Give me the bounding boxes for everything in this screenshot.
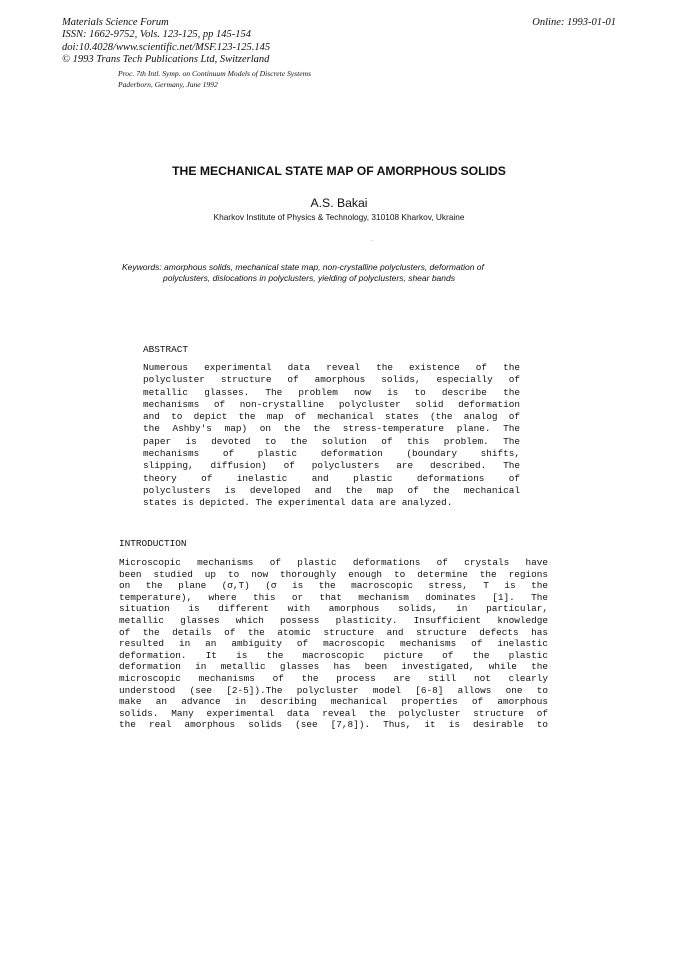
copyright-line: © 1993 Trans Tech Publications Ltd, Switzerland <box>62 53 270 65</box>
abstract-line: theory of inelastic and plastic deformations of <box>143 472 520 484</box>
journal-name: Materials Science Forum <box>62 17 169 28</box>
introduction-line: the real amorphous solids (see [7,8]). Thus, it is desirable to <box>119 719 548 731</box>
proceedings-note <box>118 68 311 90</box>
abstract-line: metallic glasses. The problem now is to describe the <box>143 386 520 398</box>
author-affiliation: Kharkov Institute of Physics & Technology, 310108 Kharkov, Ukraine <box>213 212 465 222</box>
abstract-line: mechanisms of plastic deformation (boundary shifts, <box>143 448 520 460</box>
online-date: Online: 1993-01-01 <box>532 17 616 28</box>
abstract-line: and to depict the map of mechanical states (the analog of <box>143 411 520 423</box>
introduction-body <box>119 557 548 731</box>
proceedings-line: Proc. 7th Intl. Symp. on Continuum Models of Discrete Systems <box>118 69 312 78</box>
author-name: A.S. Bakai <box>310 196 368 210</box>
introduction-line: metallic glasses which possess plasticity. Insufficient knowledge <box>119 614 548 626</box>
keywords-block <box>122 262 484 284</box>
abstract-line: the Ashby's map) on the the stress-temperature plane. The <box>143 423 520 435</box>
abstract-line: states is depicted. The experimental data are analyzed. <box>143 497 453 509</box>
abstract-body <box>143 362 520 510</box>
paper-title: THE MECHANICAL STATE MAP OF AMORPHOUS SOLIDS <box>172 164 506 178</box>
introduction-line: Microscopic mechanisms of plastic deformations of crystals have <box>119 557 548 568</box>
introduction-line: microscopic mechanisms of the process are still not clearly <box>119 672 548 684</box>
abstract-line: slipping, diffusion) of polyclusters are described. The <box>143 460 520 472</box>
introduction-line: resulted in an ambiguity of macroscopic mechanisms of inelastic <box>119 638 548 650</box>
abstract-line: polyclusters is developed and the map of the mechanical <box>143 484 520 496</box>
introduction-line: on the plane (σ,T) (σ is the macroscopic stress, T is the <box>119 580 548 592</box>
doi-line: doi:10.4028/www.scientific.net/MSF.123-125.145 <box>62 41 271 53</box>
keywords-line: polyclusters, dislocations in polyclusters, yielding of polyclusters, shear bands <box>163 272 455 283</box>
abstract-line: paper is devoted to the solution of this problem. The <box>143 435 520 447</box>
abstract-heading: ABSTRACT <box>143 344 189 355</box>
introduction-line: been studied up to now thoroughly enough to determine the regions <box>119 568 548 580</box>
introduction-line: deformation in metallic glasses has been investigated, while the <box>119 661 548 673</box>
introduction-line: of the details of the atomic structure and structure defects has <box>119 626 548 638</box>
introduction-line: temperature), where this or that mechanism dominates [1]. The <box>119 591 548 603</box>
abstract-line: mechanisms of non-crystalline polycluster solid deformation <box>143 398 520 410</box>
introduction-line: solids. Many experimental data reveal the polycluster structure of <box>119 707 548 719</box>
issn-line: ISSN: 1662-9752, Vols. 123-125, pp 145-154 <box>62 29 251 41</box>
introduction-heading: INTRODUCTION <box>119 538 187 549</box>
abstract-line: Numerous experimental data reveal the existence of the <box>143 362 520 373</box>
journal-header <box>62 17 270 66</box>
introduction-line: situation is different with amorphous solids, in particular, <box>119 603 548 615</box>
introduction-line: deformation. It is the macroscopic picture of the plastic <box>119 649 548 661</box>
scan-speck <box>371 240 373 241</box>
introduction-line: understood (see [2-5]).The polycluster model [6-8] allows one to <box>119 684 548 696</box>
keywords-line: Keywords: amorphous solids, mechanical state map, non-crystalline polyclusters, deformation of <box>122 262 484 272</box>
abstract-line: polycluster structure of amorphous solids, especially of <box>143 374 520 386</box>
proceedings-line: Paderborn, Germany, June 1992 <box>118 80 218 90</box>
introduction-line: make an advance in describing mechanical properties of amorphous <box>119 696 548 708</box>
